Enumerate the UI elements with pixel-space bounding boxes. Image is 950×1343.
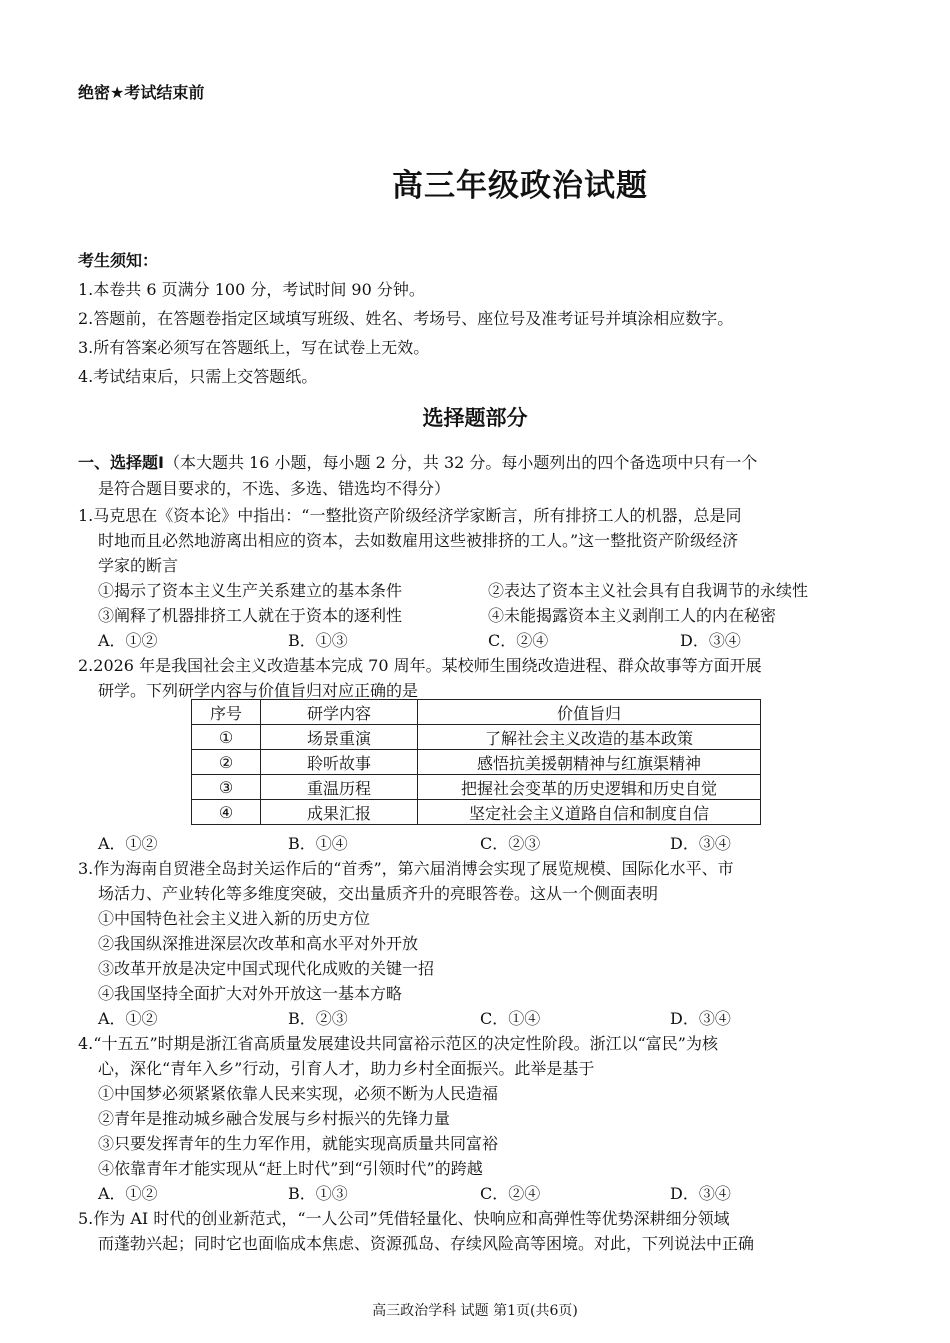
q3-item: ④我国坚持全面扩大对外开放这一基本方略 <box>98 984 403 1003</box>
q1-stem: 1.马克思在《资本论》中指出：“一整批资产阶级经济学家断言，所有排挤工人的机器，总是同 <box>78 506 742 525</box>
q4-option-b: B．①③ <box>288 1184 348 1203</box>
q2-stem: 2.2026 年是我国社会主义改造基本完成 70 周年。某校师生围绕改造进程、群众故事等方面开展 <box>78 656 762 675</box>
q3-option-b: B．②③ <box>288 1009 348 1028</box>
q1-item: ④未能揭露资本主义剥削工人的内在秘密 <box>488 606 777 625</box>
q2-stem: 研学。下列研学内容与价值旨归对应正确的是 <box>98 681 419 700</box>
q4-item: ④依靠青年才能实现从“赶上时代”到“引领时代”的跨越 <box>98 1159 483 1178</box>
q4-stem: 心，深化“青年入乡”行动，引育人才，助力乡村全面振兴。此举是基于 <box>98 1059 595 1078</box>
q1-option-a: A．①② <box>98 631 158 650</box>
notice-item: 4.考试结束后，只需上交答题纸。 <box>78 367 318 386</box>
table-cell: 场景重演 <box>261 725 418 750</box>
q1-item: ③阐释了机器排挤工人就在于资本的逐利性 <box>98 606 403 625</box>
notice-item: 3.所有答案必须写在答题纸上，写在试卷上无效。 <box>78 338 430 357</box>
q3-option-a: A．①② <box>98 1009 158 1028</box>
part-header <box>78 450 757 473</box>
notice-item: 1.本卷共 6 页满分 100 分，考试时间 90 分钟。 <box>78 280 425 299</box>
q1-option-d: D．③④ <box>680 631 741 650</box>
q4-stem: 4.“十五五”时期是浙江省高质量发展建设共同富裕示范区的决定性阶段。浙江以“富民”为核 <box>78 1034 718 1053</box>
part-desc: （本大题共 16 小题，每小题 2 分，共 32 分。每小题列出的四个备选项中只有一个 <box>163 453 758 472</box>
q1-option-c: C．②④ <box>488 631 549 650</box>
table-cell: 坚定社会主义道路自信和制度自信 <box>418 800 761 825</box>
q3-item: ②我国纵深推进深层次改革和高水平对外开放 <box>98 934 419 953</box>
q1-stem: 时地而且必然地游离出相应的资本，去如数雇用这些被排挤的工人。”这一整批资产阶级经济 <box>98 531 739 550</box>
table-cell: ① <box>192 725 261 750</box>
q1-option-b: B．①③ <box>288 631 348 650</box>
page-footer: 高三政治学科 试题 第1页(共6页) <box>372 1303 578 1319</box>
q4-item: ②青年是推动城乡融合发展与乡村振兴的先锋力量 <box>98 1109 451 1128</box>
section-title: 选择题部分 <box>422 406 528 430</box>
q2-option-c: C．②③ <box>480 834 541 853</box>
q3-stem: 场活力、产业转化等多维度突破，交出量质齐升的亮眼答卷。这从一个侧面表明 <box>98 884 659 903</box>
q1-stem: 学家的断言 <box>98 556 179 575</box>
q1-item: ②表达了资本主义社会具有自我调节的永续性 <box>488 581 809 600</box>
exam-title: 高三年级政治试题 <box>392 168 648 204</box>
table-cell: ② <box>192 750 261 775</box>
q3-stem: 3.作为海南自贸港全岛封关运作后的“首秀”，第六届消博会实现了展览规模、国际化水平、市 <box>78 859 734 878</box>
q4-option-d: D．③④ <box>670 1184 731 1203</box>
q2-option-b: B．①④ <box>288 834 348 853</box>
table-header-row <box>192 700 761 725</box>
q3-item: ③改革开放是决定中国式现代化成败的关键一招 <box>98 959 435 978</box>
table-cell: 聆听故事 <box>261 750 418 775</box>
q5-stem: 5.作为 AI 时代的创业新范式，“一人公司”凭借轻量化、快响应和高弹性等优势深耕细分领域 <box>78 1209 730 1228</box>
table-cell: 把握社会变革的历史逻辑和历史自觉 <box>418 775 761 800</box>
part-desc-2: 是符合题目要求的，不选、多选、错选均不得分） <box>98 479 451 498</box>
table-cell: ④ <box>192 800 261 825</box>
q3-item: ①中国特色社会主义进入新的历史方位 <box>98 909 371 928</box>
table-row <box>192 800 761 825</box>
q3-option-c: C．①④ <box>480 1009 541 1028</box>
q5-stem: 而蓬勃兴起；同时它也面临成本焦虑、资源孤岛、存续风险高等困境。对此，下列说法中正确 <box>98 1234 755 1253</box>
research-table <box>191 699 761 825</box>
table-cell: ③ <box>192 775 261 800</box>
table-header: 价值旨归 <box>418 700 761 725</box>
q2-option-d: D．③④ <box>670 834 731 853</box>
q4-item: ①中国梦必须紧紧依靠人民来实现，必须不断为人民造福 <box>98 1084 499 1103</box>
table-cell: 感悟抗美援朝精神与红旗渠精神 <box>418 750 761 775</box>
q3-option-d: D．③④ <box>670 1009 731 1028</box>
q4-option-a: A．①② <box>98 1184 158 1203</box>
q2-option-a: A．①② <box>98 834 158 853</box>
q4-item: ③只要发挥青年的生力军作用，就能实现高质量共同富裕 <box>98 1134 499 1153</box>
table-row <box>192 750 761 775</box>
table-row <box>192 775 761 800</box>
table-cell: 成果汇报 <box>261 800 418 825</box>
table-cell: 了解社会主义改造的基本政策 <box>418 725 761 750</box>
part-label: 一、选择题Ⅰ <box>78 453 164 472</box>
notice-heading: 考生须知： <box>78 251 159 270</box>
notice-item: 2.答题前，在答题卷指定区域填写班级、姓名、考场号、座位号及准考证号并填涂相应数字。 <box>78 309 734 328</box>
table-cell: 重温历程 <box>261 775 418 800</box>
table-header: 序号 <box>192 700 261 725</box>
secret-label: 绝密★考试结束前 <box>78 83 205 102</box>
q4-option-c: C．②④ <box>480 1184 541 1203</box>
table-header: 研学内容 <box>261 700 418 725</box>
q1-item: ①揭示了资本主义生产关系建立的基本条件 <box>98 581 403 600</box>
table-row <box>192 725 761 750</box>
